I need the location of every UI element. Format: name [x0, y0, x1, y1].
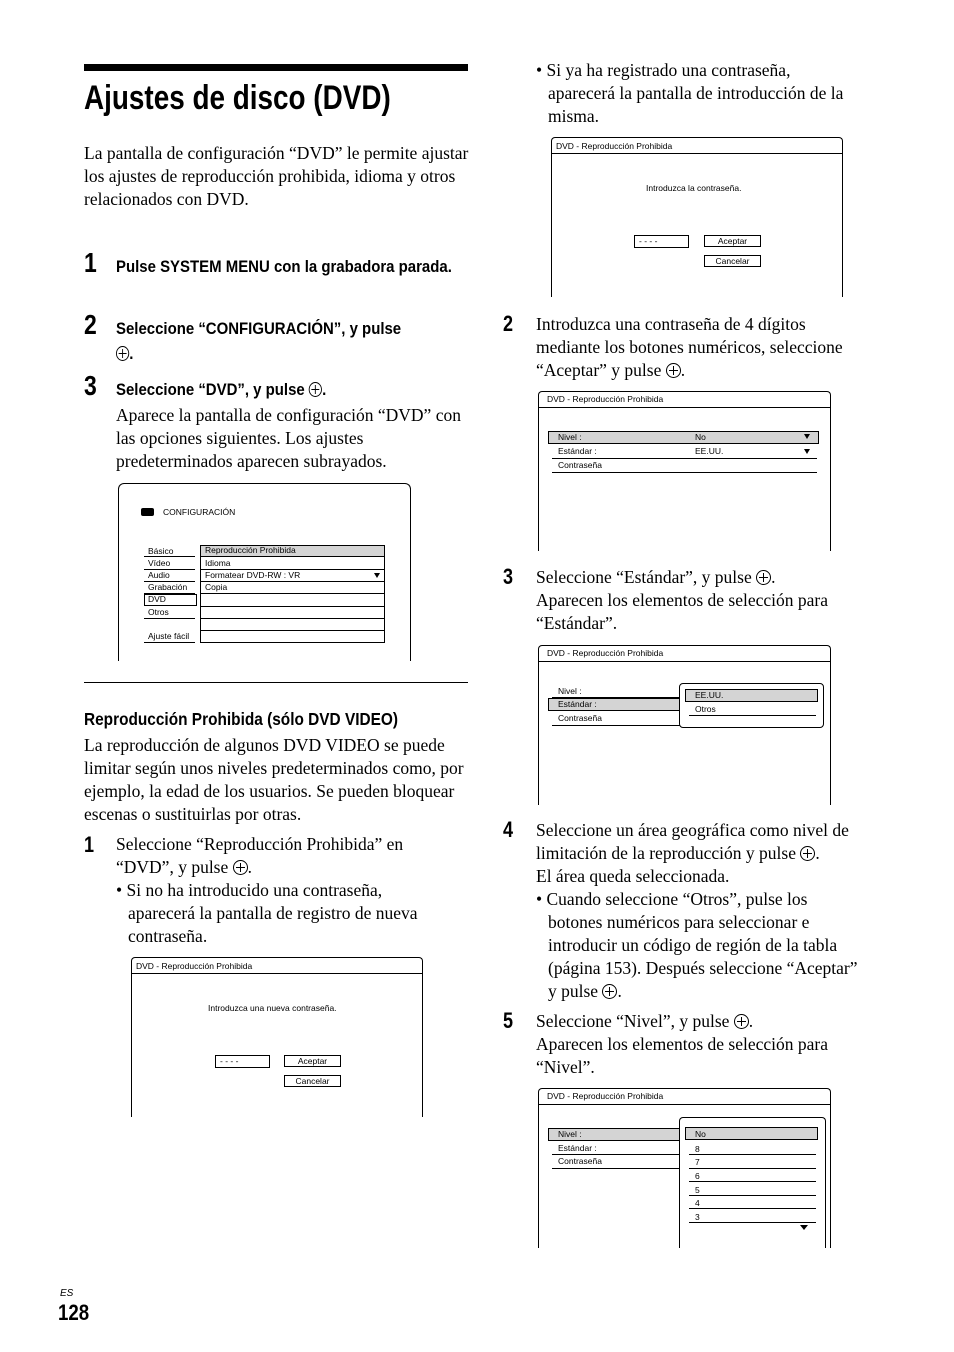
page-language: ES — [60, 1288, 74, 1299]
text-line: • Cuando seleccione “Otros”, pulse los — [536, 889, 808, 909]
right-step-5-number: 5 — [503, 1008, 514, 1033]
screen-title: DVD - Reproducción Prohibida — [547, 648, 664, 658]
option-item[interactable]: Reproducción Prohibida — [205, 545, 296, 555]
intro-paragraph: La pantalla de configuración “DVD” le permite ajustar los ajustes de reproducción prohibida, idioma y otros relacionados con DVD. — [84, 143, 469, 209]
step-2-number: 2 — [84, 309, 97, 340]
row-standard-label[interactable]: Estándar : — [558, 446, 597, 456]
screen-title: DVD - Reproducción Prohibida — [556, 141, 673, 151]
screen-title: DVD - Reproducción Prohibida — [136, 961, 253, 971]
text-line: aparecerá la pantalla de registro de nueva — [128, 903, 418, 923]
section-divider — [84, 682, 468, 683]
level-option[interactable]: No — [695, 1129, 706, 1139]
text-line: botones numéricos para seleccionar e — [548, 912, 810, 932]
password-field[interactable] — [215, 1055, 270, 1068]
enter-icon — [309, 382, 322, 397]
text-line: y pulse — [548, 981, 599, 1001]
row-level-value[interactable]: No — [695, 432, 706, 442]
text-line: “Aceptar” y pulse — [536, 360, 662, 380]
right-step-2-text: Introduzca una contraseña de 4 dígitos mediante los botones numéricos, seleccione “Aceptar” y pulse . — [536, 314, 843, 380]
text-line: El área queda seleccionada. — [536, 866, 730, 886]
right-step-4-number: 4 — [503, 817, 514, 842]
step-3-label: Seleccione “DVD”, y pulse — [116, 380, 305, 399]
text-line: “DVD”, y pulse — [116, 857, 229, 877]
row-level-label[interactable]: Nivel : — [558, 432, 582, 442]
text-line: (página 153). Después seleccione “Aceptar” — [548, 958, 858, 978]
step-3-text: Seleccione “DVD”, y pulse . — [116, 380, 327, 399]
text-line: introducir un código de región de la tabla — [548, 935, 838, 955]
text-line: misma. — [548, 106, 600, 126]
right-step-3-text: Seleccione “Estándar”, y pulse . Aparecen los elementos de selección para “Estándar”. — [536, 567, 829, 633]
text-line: • Si ya ha registrado una contraseña, — [536, 60, 791, 80]
password-mask: - - - - — [220, 1056, 239, 1066]
enter-icon — [233, 860, 248, 875]
row-standard-label[interactable]: Estándar : — [558, 1143, 597, 1153]
step-1-text: Pulse SYSTEM MENU con la grabadora parada. — [116, 257, 452, 276]
row-standard-label[interactable]: Estándar : — [558, 699, 597, 709]
standard-screen — [538, 645, 831, 805]
password-mask: - - - - — [639, 236, 658, 246]
text-line: contraseña. — [128, 926, 208, 946]
text-line: aparecerá la pantalla de introducción de la — [548, 83, 844, 103]
enter-icon — [756, 570, 771, 585]
option-item[interactable]: Idioma — [205, 558, 231, 568]
menu-item[interactable]: Ajuste fácil — [148, 631, 190, 641]
level-option[interactable]: 4 — [695, 1198, 700, 1208]
arrow-down-icon — [374, 573, 380, 578]
enter-icon — [800, 846, 815, 861]
sub-step-1-number: 1 — [84, 832, 95, 857]
text-line: Aparecen los elementos de selección para — [536, 590, 829, 610]
menu-item[interactable]: Grabación — [148, 582, 188, 592]
level-option[interactable]: 7 — [695, 1157, 700, 1167]
option-item[interactable]: Formatear DVD-RW : VR — [205, 570, 301, 580]
text-line: Seleccione “Nivel”, y pulse — [536, 1011, 730, 1031]
title-rule — [84, 64, 468, 71]
enter-icon — [734, 1014, 749, 1029]
prompt-text: Introduzca la contraseña. — [646, 183, 742, 193]
step-2-label: Seleccione “CONFIGURACIÓN”, y pulse — [116, 319, 402, 338]
right-step-3-number: 3 — [503, 564, 514, 589]
row-password-label[interactable]: Contraseña — [558, 1156, 602, 1166]
prompt-text: Introduzca una nueva contraseña. — [208, 1003, 337, 1013]
password-field[interactable] — [634, 235, 689, 248]
option-eeuu[interactable]: EE.UU. — [695, 690, 724, 700]
row-password-label[interactable]: Contraseña — [558, 713, 602, 723]
scroll-down-icon[interactable] — [800, 1225, 808, 1230]
page-title: Ajustes de disco (DVD) — [84, 79, 391, 117]
row-password-label[interactable]: Contraseña — [558, 460, 602, 470]
menu-item[interactable]: Otros — [148, 607, 169, 617]
right-step-4-text: Seleccione un área geográfica como nivel de limitación de la reproducción y pulse . El área queda seleccionada. • Cuando seleccione “Otros”, pulse los botones numéricos para seleccionar e introducir un código de región de la tabla (página 153). Después seleccione “Aceptar” y pulse . — [536, 820, 858, 1001]
text-line: mediante los botones numéricos, seleccione — [536, 337, 843, 357]
option-otros[interactable]: Otros — [695, 704, 716, 714]
right-step-5-text: Seleccione “Nivel”, y pulse . Aparecen los elementos de selección para “Nivel”. — [536, 1011, 829, 1077]
text-line: Seleccione “Estándar”, y pulse — [536, 567, 752, 587]
option-item[interactable]: Copia — [205, 582, 228, 592]
text-line: “Nivel”. — [536, 1057, 595, 1077]
step-3-number: 3 — [84, 370, 97, 401]
text-line: “Estándar”. — [536, 613, 618, 633]
enter-icon — [602, 984, 617, 999]
screen-title: DVD - Reproducción Prohibida — [547, 1091, 664, 1101]
step-1-number: 1 — [84, 247, 97, 278]
new-password-screen — [131, 957, 423, 1117]
step-2-text: Seleccione “CONFIGURACIÓN”, y pulse . — [116, 319, 402, 363]
text-line: Introduzca una contraseña de 4 dígitos — [536, 314, 806, 334]
arrow-down-icon — [804, 449, 810, 454]
step-3-body: Aparece la pantalla de configuración “DVD” con las opciones siguientes. Los ajustes predeterminados aparecen subrayados. — [116, 405, 461, 471]
accept-button[interactable]: Aceptar — [284, 1055, 341, 1067]
right-step-2-number: 2 — [503, 311, 514, 336]
row-level-label[interactable]: Nivel : — [558, 686, 582, 696]
password-screen — [551, 137, 843, 297]
right-bullet — [536, 59, 896, 128]
arrow-down-icon — [804, 434, 810, 439]
text-line: limitación de la reproducción y pulse — [536, 843, 796, 863]
page-number: 128 — [58, 1300, 90, 1325]
config-screen — [118, 483, 411, 661]
enter-icon — [116, 346, 129, 361]
enter-icon — [666, 363, 681, 378]
section-body: La reproducción de algunos DVD VIDEO se puede limitar según unos niveles predeterminados como, por ejemplo, la edad de los usuarios. Se pueden bloquear escenas o sustituirlas por otras. — [84, 735, 464, 824]
level-option[interactable]: 5 — [695, 1185, 700, 1195]
row-level-label[interactable]: Nivel : — [558, 1129, 582, 1139]
text-line: • Si no ha introducido una contraseña, — [116, 880, 383, 900]
screen-title: DVD - Reproducción Prohibida — [547, 394, 664, 404]
level-option[interactable]: 3 — [695, 1212, 700, 1222]
text-line: Seleccione un área geográfica como nivel de — [536, 820, 849, 840]
menu-item-selected[interactable]: DVD — [148, 594, 166, 604]
sub-step-1-text: Seleccione “Reproducción Prohibida” en “DVD”, y pulse . • Si no ha introducido una contraseña, aparecerá la pantalla de registro de nueva contraseña. — [116, 834, 418, 946]
accept-button[interactable]: Aceptar — [704, 235, 761, 247]
menu-item[interactable]: Audio — [148, 570, 170, 580]
row-standard-value[interactable]: EE.UU. — [695, 446, 724, 456]
level-option[interactable]: 6 — [695, 1171, 700, 1181]
menu-item[interactable]: Básico — [148, 546, 174, 556]
section-heading: Reproducción Prohibida (sólo DVD VIDEO) — [84, 709, 399, 729]
cancel-button[interactable]: Cancelar — [704, 255, 761, 267]
level-screen — [538, 1088, 831, 1248]
menu-item[interactable]: Vídeo — [148, 558, 171, 568]
text-line: Aparecen los elementos de selección para — [536, 1034, 829, 1054]
toolbox-icon — [141, 508, 154, 516]
config-title: CONFIGURACIÓN — [163, 507, 236, 517]
cancel-button[interactable]: Cancelar — [284, 1075, 341, 1087]
restriction-screen — [538, 391, 831, 551]
text-line: Seleccione “Reproducción Prohibida” en — [116, 834, 404, 854]
level-option[interactable]: 8 — [695, 1144, 700, 1154]
